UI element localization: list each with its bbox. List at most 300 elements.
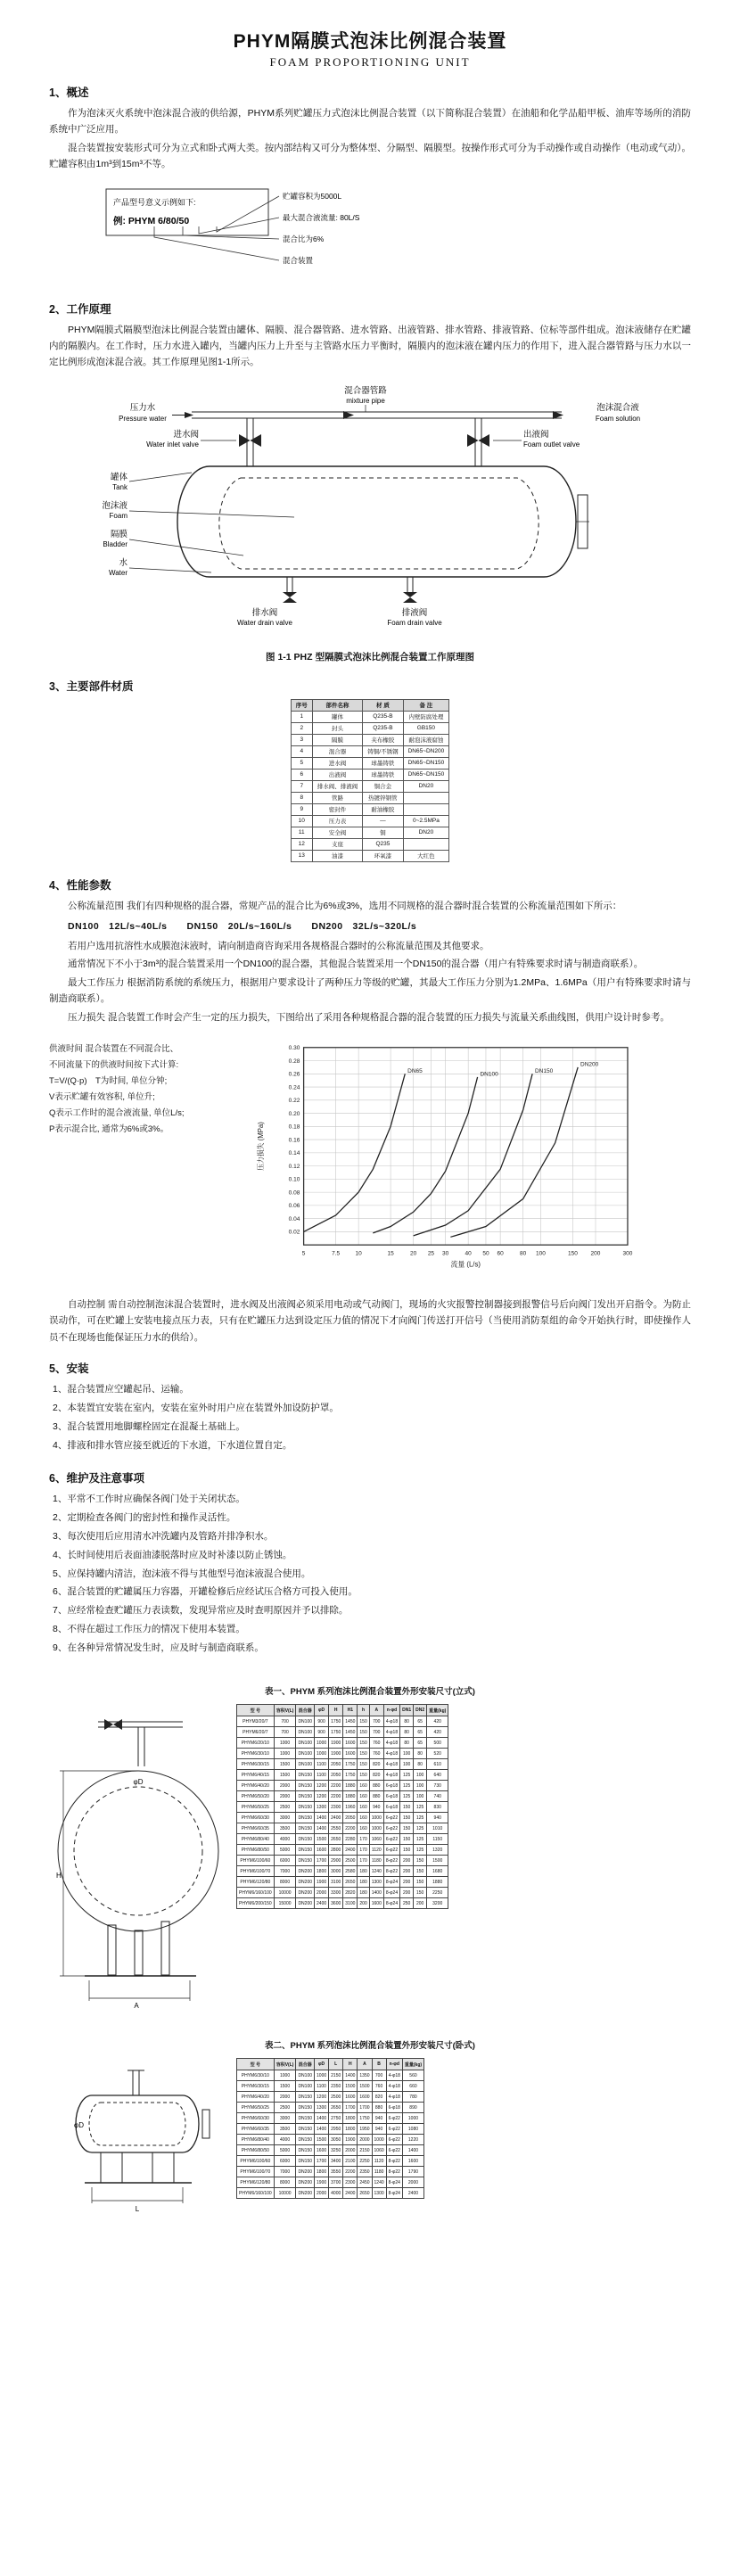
y-tick-label: 0.06 — [288, 1203, 300, 1210]
table-row — [291, 827, 448, 838]
table-cell: 200 — [358, 1898, 369, 1909]
table-cell: 180 — [358, 1866, 369, 1877]
table-cell: 640 — [427, 1770, 448, 1781]
table-cell: 热镀锌钢管 — [363, 792, 403, 803]
table-cell: 160 — [358, 1802, 369, 1813]
auto-control-paragraph: 自动控制 需自动控制泡沫混合装置时，进水阀及出液阀必须采用电动或气动阀门，现场的火灾报警控制器接到报警信号后向阀门发出开启指令。为防止误动作，可在贮罐上安装电接点压力表，只有在贮罐压力达到设定压力值的情况下才向阀门传送打开信号（当使用消防泵组的命令开始执行时，即使操作人员不在现场也能保证压力水的供给）。 — [49, 1298, 691, 1343]
x-tick-label: 40 — [465, 1250, 472, 1257]
column-header: 序号 — [291, 699, 312, 711]
pressure-loss-section — [49, 1034, 691, 1293]
table-cell: PHYM6/120/80 — [237, 1877, 275, 1888]
table-cell: 160 — [358, 1791, 369, 1802]
y-tick-label: 0.04 — [288, 1215, 300, 1222]
x-tick-label: 10 — [355, 1250, 362, 1257]
flow-arrow-icon — [185, 412, 193, 418]
column-header: 混合器 — [296, 2059, 315, 2070]
table-cell: 4000 — [329, 2188, 343, 2199]
supply-time-line: V表示贮罐有效容积, 单位升; — [49, 1092, 155, 1103]
table-row — [237, 2177, 424, 2188]
table-cell: 880 — [369, 1781, 383, 1791]
performance-paragraph: 最大工作压力 根据消防系统的系统压力，根据用户要求设计了两种压力等级的贮罐，其最大工作压力分别为1.2MPa、1.6MPa（用户有特殊要求时请与制造商联系）。 — [49, 976, 691, 1005]
table-cell: 出液阀 — [312, 769, 363, 780]
table-cell: 2750 — [329, 2113, 343, 2124]
table-cell: DN200 — [296, 1898, 315, 1909]
label-water-drain-cn: 排水阀 — [251, 607, 278, 618]
table-cell: 2500 — [343, 1856, 358, 1866]
table-cell: 100 — [400, 1759, 414, 1770]
label-bladder-en: Bladder — [103, 539, 127, 548]
model-callout-volume: 贮罐容积为5000L — [283, 191, 342, 201]
table-cell: 1320 — [427, 1845, 448, 1856]
maintenance-step: 3、每次使用后应用清水冲洗罐内及管路并排净积水。 — [53, 1530, 274, 1542]
y-tick-label: 0.30 — [288, 1044, 300, 1051]
table-row — [237, 2167, 424, 2177]
table-cell: 4-φ18 — [383, 1770, 399, 1781]
table-cell: DN100 — [296, 2070, 315, 2081]
table-cell: 1900 — [329, 1749, 343, 1759]
table-cell: 2000 — [274, 1781, 296, 1791]
column-header: 型 号 — [237, 2059, 275, 2070]
table-cell: 180 — [358, 1888, 369, 1898]
table-cell: 6-φ22 — [383, 1845, 399, 1856]
table-cell: 150 — [358, 1759, 369, 1770]
table-cell: 160 — [358, 1781, 369, 1791]
table-cell: 1900 — [315, 1877, 329, 1888]
table-cell: PHYM6/100/60 — [237, 1856, 275, 1866]
table-cell: 150 — [400, 1834, 414, 1845]
table-cell: 150 — [400, 1845, 414, 1856]
table-cell: DN150 — [296, 1770, 315, 1781]
column-header: 容积V(L) — [274, 2059, 296, 2070]
y-tick-label: 0.20 — [288, 1110, 300, 1117]
table-cell: DN150 — [296, 2156, 315, 2167]
table-cell: PHYM6/40/15 — [237, 1770, 275, 1781]
table-cell: 1880 — [343, 1781, 358, 1791]
table-cell: 2200 — [329, 1791, 343, 1802]
table-cell: PHYM6/120/80 — [237, 2177, 275, 2188]
table-row — [237, 1866, 448, 1877]
label-foam-solution-cn: 泡沫混合液 — [596, 402, 639, 413]
table-cell: 1700 — [315, 2156, 329, 2167]
table-cell: 160 — [358, 1823, 369, 1834]
maintenance-step: 9、在各种异常情况发生时，应及时与制造商联系。 — [53, 1642, 264, 1654]
table-row — [237, 1834, 448, 1845]
table-cell: 900 — [315, 1716, 329, 1727]
table-row — [237, 1781, 448, 1791]
bladder-membrane — [219, 478, 539, 569]
table-cell: PHYM6/100/60 — [237, 2156, 275, 2167]
table-row — [291, 792, 448, 803]
table-cell: 1960 — [343, 1802, 358, 1813]
table-cell: 2820 — [343, 1888, 358, 1898]
table-cell: 170 — [358, 1845, 369, 1856]
x-axis-label: 流量 (L/s) — [450, 1260, 481, 1269]
table-cell: 500 — [427, 1738, 448, 1749]
table-cell: 2650 — [329, 2103, 343, 2113]
table-cell: 1950 — [358, 2124, 372, 2135]
table-cell: 820 — [372, 2092, 386, 2103]
table-cell: PHYM6/60/35 — [237, 2124, 275, 2135]
performance-paragraph-1: 公称流量范围 我们有四种规格的混合器，常规产品的混合比为6%或3%，选用不同规格的混合器时混合装置的公称流量范围如下所示： — [68, 900, 622, 911]
table-cell: 2280 — [343, 1834, 358, 1845]
table-cell: DN200 — [296, 1866, 315, 1877]
table-row — [291, 711, 448, 722]
table-cell: 1700 — [343, 2103, 358, 2113]
vertical-tank-drawing — [49, 1704, 227, 2012]
table-cell: 700 — [372, 2070, 386, 2081]
table-cell: 250 — [400, 1898, 414, 1909]
table-cell: 2550 — [329, 1823, 343, 1834]
table-cell: 1100 — [315, 2081, 329, 2092]
table-cell: 830 — [427, 1802, 448, 1813]
table-cell: 1600 — [358, 2092, 372, 2103]
supply-time-line: 供液时间 混合装置在不同混合比、 — [49, 1043, 179, 1054]
table-cell: 1000 — [402, 2113, 423, 2124]
table-cell: 80 — [400, 1738, 414, 1749]
table-cell: PHYM6/40/20 — [237, 2092, 275, 2103]
table-cell: 密封件 — [312, 803, 363, 815]
table-cell: 3500 — [274, 2124, 296, 2135]
table-cell: 80 — [414, 1749, 427, 1759]
column-header: φD — [315, 2059, 329, 2070]
table-cell: 1300 — [315, 2103, 329, 2113]
label-outlet-valve-en: Foam outlet valve — [523, 440, 580, 449]
column-header: H1 — [343, 1705, 358, 1716]
table-cell: 1060 — [372, 2145, 386, 2156]
y-tick-label: 0.24 — [288, 1084, 300, 1091]
column-header: 部件名称 — [312, 699, 363, 711]
table-row — [291, 722, 448, 734]
performance-paragraphs — [49, 938, 691, 1025]
label-inlet-valve-en: Water inlet valve — [146, 440, 199, 449]
table-cell: 2300 — [343, 2177, 358, 2188]
principle-paragraph: PHYM隔膜式隔膜型泡沫比例混合装置由罐体、隔膜、混合器管路、进水管路、出液管路、排水管路、排液管路、位标等部件组成。泡沫液储存在贮罐内的隔膜内。在工作时，压力水进入罐内，当罐内压力上升至与主管路水压力平衡时，隔膜内的泡沫液在罐内压力的作用下，进入混合器管路与压力水以一定比例形成泡沫混合液。其工作原理见图1-1所示。 — [49, 324, 691, 368]
table-cell: DN100 — [296, 1749, 315, 1759]
table-cell: 730 — [427, 1781, 448, 1791]
table-cell: 1220 — [402, 2135, 423, 2145]
y-tick-label: 0.08 — [288, 1189, 300, 1197]
table-cell: 1120 — [369, 1845, 383, 1856]
table-cell: 700 — [274, 1727, 296, 1738]
table-cell: 420 — [427, 1727, 448, 1738]
table-cell: 6-φ22 — [386, 2124, 402, 2135]
table-row — [237, 1759, 448, 1770]
table-cell: 8 — [291, 792, 312, 803]
table-cell: PHYM6/40/20 — [237, 1781, 275, 1791]
table-cell: 10000 — [274, 1888, 296, 1898]
table-row — [291, 757, 448, 769]
table-cell: 8-φ24 — [383, 1877, 399, 1888]
table-cell: 1790 — [402, 2167, 423, 2177]
table-cell: 560 — [402, 2070, 423, 2081]
table-cell: 3000 — [274, 2113, 296, 2124]
table-cell: PHYM6/160/100 — [237, 1888, 275, 1898]
table-cell: 8-φ24 — [386, 2177, 402, 2188]
column-header: n-φd — [383, 1705, 399, 1716]
table-cell: 125 — [414, 1813, 427, 1823]
table-cell: 2250 — [427, 1888, 448, 1898]
table-cell: 200 — [400, 1856, 414, 1866]
table-cell: 6-φ18 — [383, 1791, 399, 1802]
page-title: PHYM隔膜式泡沫比例混合装置 — [233, 31, 507, 52]
table-cell: 隔膜 — [312, 734, 363, 745]
table-row — [237, 2156, 424, 2167]
table-cell: 5000 — [274, 2145, 296, 2156]
table-cell: 1600 — [315, 2145, 329, 2156]
table-cell: 3100 — [329, 1877, 343, 1888]
table-cell: 铜合金 — [363, 780, 403, 792]
table-cell: 900 — [315, 1727, 329, 1738]
table-cell: 2950 — [329, 2124, 343, 2135]
table-cell: 11 — [291, 827, 312, 838]
table-row — [237, 1877, 448, 1888]
label-mixture-pipe-cn: 混合器管路 — [344, 385, 387, 396]
table-cell: DN65~DN200 — [403, 745, 449, 757]
table-cell: 150 — [358, 1716, 369, 1727]
table-cell: 1060 — [369, 1834, 383, 1845]
table-cell: 100 — [400, 1749, 414, 1759]
model-designation-diagram — [103, 182, 691, 286]
table-cell: 2050 — [329, 1770, 343, 1781]
table-cell: 1000 — [274, 2070, 296, 2081]
column-header: h — [358, 1705, 369, 1716]
table-cell: 4-φ18 — [383, 1727, 399, 1738]
table-cell: PHYM6/80/40 — [237, 2135, 275, 2145]
table-cell: PHYM6/30/15 — [237, 2081, 275, 2092]
section-heading-performance: 4、性能参数 — [49, 878, 111, 892]
supply-time-line: 不同流量下的供液时间按下式计算: — [49, 1059, 179, 1070]
page-subtitle: FOAM PROPORTIONING UNIT — [269, 55, 471, 69]
model-callout-ratio: 混合比为6% — [283, 234, 325, 243]
table-cell: 2100 — [343, 2156, 358, 2167]
table-cell: 罐体 — [312, 711, 363, 722]
table-cell: 1500 — [343, 2081, 358, 2092]
table-cell: 6-φ22 — [383, 1834, 399, 1845]
column-header: H — [343, 2059, 358, 2070]
y-tick-label: 0.10 — [288, 1176, 300, 1183]
table-cell: DN100 — [296, 1738, 315, 1749]
table-cell: 1750 — [343, 1759, 358, 1770]
table-cell: 1080 — [402, 2124, 423, 2135]
table-cell: 耐泡沫液腐蚀 — [403, 734, 449, 745]
column-header: H — [329, 1705, 343, 1716]
table-cell: 150 — [358, 1770, 369, 1781]
table-cell: 1600 — [369, 1898, 383, 1909]
table-cell: 2400 — [402, 2188, 423, 2199]
table-cell: 1500 — [315, 1834, 329, 1845]
dimension-lines — [92, 2187, 183, 2203]
pressure-loss-chart — [251, 1034, 643, 1288]
table-cell: 球墨铸铁 — [363, 769, 403, 780]
label-water-en: Water — [108, 568, 127, 577]
table-cell: 8-φ24 — [383, 1888, 399, 1898]
table-cell: 1600 — [402, 2156, 423, 2167]
x-tick-label: 25 — [427, 1250, 435, 1257]
x-tick-label: 300 — [622, 1250, 633, 1257]
table-cell: 1240 — [369, 1866, 383, 1877]
table-row — [291, 734, 448, 745]
table-cell: 4000 — [274, 2135, 296, 2145]
y-axis-label: 压力损失 (MPa) — [257, 1122, 266, 1171]
table-cell: 2500 — [329, 2092, 343, 2103]
leader-line — [129, 568, 211, 572]
table-cell: 1000 — [274, 1749, 296, 1759]
table-cell: 740 — [427, 1791, 448, 1802]
table-row — [237, 2135, 424, 2145]
table1-caption: 表一、PHYM 系列泡沫比例混合装置外形安装尺寸(立式) — [265, 1687, 475, 1698]
table-cell: 3200 — [427, 1898, 448, 1909]
table-cell: 12 — [291, 838, 312, 850]
table-cell: 1000 — [274, 1738, 296, 1749]
plot-border — [304, 1048, 628, 1245]
table-cell: 2150 — [329, 2070, 343, 2081]
column-header: 混合器 — [296, 1705, 315, 1716]
table-cell: 80 — [400, 1727, 414, 1738]
table-cell: PHYM6/60/30 — [237, 1813, 275, 1823]
table-row — [291, 803, 448, 815]
label-foam-drain-cn: 排液阀 — [401, 607, 428, 618]
table-cell: 2000 — [343, 2145, 358, 2156]
table-cell: 8-φ22 — [386, 2156, 402, 2167]
table-row — [237, 2070, 424, 2081]
table-cell: 2000 — [358, 2135, 372, 2145]
tank-diagram-svg — [58, 382, 682, 640]
table-cell: 1900 — [329, 1738, 343, 1749]
table-cell: 1000 — [372, 2135, 386, 2145]
table-cell: 520 — [427, 1749, 448, 1759]
table-cell: DN200 — [296, 2167, 315, 2177]
section-heading-install: 5、安装 — [49, 1362, 89, 1375]
table-cell: 660 — [402, 2081, 423, 2092]
label-pressure-water-en: Pressure water — [119, 414, 167, 423]
table-cell: 10 — [291, 815, 312, 827]
table-cell: 3600 — [329, 1898, 343, 1909]
table-cell: 8-φ22 — [383, 1866, 399, 1877]
table-cell: DN100 — [296, 1727, 315, 1738]
table-cell: GB150 — [403, 722, 449, 734]
column-header: 重量(kg) — [427, 1705, 448, 1716]
table-cell: 200 — [400, 1888, 414, 1898]
model-callout-svg — [103, 182, 495, 282]
y-tick-label: 0.26 — [288, 1071, 300, 1078]
table-row — [237, 1823, 448, 1834]
table-cell: PHYM6/160/100 — [237, 2188, 275, 2199]
table-cell: 1200 — [315, 1781, 329, 1791]
table-row — [237, 2092, 424, 2103]
x-tick-label: 200 — [590, 1250, 601, 1257]
table-cell: DN150 — [296, 1856, 315, 1866]
x-tick-label: 15 — [387, 1250, 394, 1257]
table-cell: 760 — [369, 1749, 383, 1759]
table-cell: 1300 — [369, 1877, 383, 1888]
table-row — [237, 1898, 448, 1909]
supply-time-line: P表示混合比, 通常为6%或3%。 — [49, 1124, 169, 1135]
maintenance-list — [49, 1491, 691, 1658]
table-cell: 6000 — [274, 2156, 296, 2167]
table-cell: 2000 — [402, 2177, 423, 2188]
x-tick-label: 60 — [497, 1250, 504, 1257]
table-cell: 1400 — [315, 1823, 329, 1834]
x-tick-label: 7.5 — [332, 1250, 341, 1257]
table-cell: 820 — [369, 1759, 383, 1770]
table-cell: DN20 — [403, 827, 449, 838]
table-cell: 3500 — [274, 1823, 296, 1834]
maintenance-step: 2、定期检查各阀门的密封性和操作灵活性。 — [53, 1511, 236, 1523]
table-cell: DN150 — [296, 1834, 315, 1845]
table-cell: 1680 — [427, 1866, 448, 1877]
table-cell: 1800 — [315, 2167, 329, 2177]
table-cell: 150 — [414, 1866, 427, 1877]
label-pressure-water-cn: 压力水 — [129, 402, 156, 413]
table-cell: 2400 — [315, 1898, 329, 1909]
table-cell: 125 — [414, 1802, 427, 1813]
table-cell: 3100 — [343, 1898, 358, 1909]
table-cell: 4-φ18 — [386, 2092, 402, 2103]
table-cell: 880 — [369, 1791, 383, 1802]
y-tick-label: 0.16 — [288, 1137, 300, 1144]
series-label: DN100 — [480, 1071, 498, 1078]
table-cell: 1880 — [427, 1877, 448, 1888]
section-heading-overview: 1、概述 — [49, 86, 89, 99]
table-cell: 3000 — [274, 1813, 296, 1823]
table-cell: 125 — [414, 1834, 427, 1845]
table-cell: 65 — [414, 1727, 427, 1738]
table-cell: 2050 — [329, 1759, 343, 1770]
table-cell: 1400 — [315, 2124, 329, 2135]
column-header: 备 注 — [403, 699, 449, 711]
table-cell: 安全阀 — [312, 827, 363, 838]
table-cell: 10000 — [274, 2188, 296, 2199]
table-cell: 1100 — [315, 1759, 329, 1770]
table-cell: 1750 — [329, 1716, 343, 1727]
table-cell: 2450 — [358, 2177, 372, 2188]
table-cell: 1010 — [427, 1823, 448, 1834]
horizontal-dimensions-table — [236, 2058, 424, 2199]
table-cell: 1 — [291, 711, 312, 722]
table-cell: DN20 — [403, 780, 449, 792]
column-header: 重量(kg) — [402, 2059, 423, 2070]
leader-line — [129, 511, 294, 517]
maintenance-step: 5、应保持罐内清洁，泡沫液不得与其他型号泡沫液混合使用。 — [53, 1568, 311, 1579]
table-cell: 内壁防腐处理 — [403, 711, 449, 722]
table2-block — [49, 2058, 691, 2218]
table-cell: PHYM6/80/50 — [237, 1845, 275, 1856]
table-cell: 1400 — [315, 1813, 329, 1823]
table-cell: DN100 — [296, 2081, 315, 2092]
table-cell: 170 — [358, 1856, 369, 1866]
table-cell: 4-φ18 — [383, 1738, 399, 1749]
table-cell: 2400 — [329, 1813, 343, 1823]
table-cell: PHYM6/80/40 — [237, 1834, 275, 1845]
table-cell: 890 — [402, 2103, 423, 2113]
supply-time-line: Q表示工作时的混合液流量, 单位L/s; — [49, 1108, 185, 1119]
outlet-pipe — [475, 418, 481, 466]
table-cell: 3550 — [329, 2167, 343, 2177]
table-row — [237, 2188, 424, 2199]
table-cell: 6-φ22 — [386, 2145, 402, 2156]
column-header: 材 质 — [363, 699, 403, 711]
y-tick-label: 0.18 — [288, 1123, 300, 1131]
table-cell: 2400 — [343, 1845, 358, 1856]
table-cell: 760 — [369, 1738, 383, 1749]
table-cell: 6000 — [274, 1856, 296, 1866]
table-row — [291, 745, 448, 757]
column-header: DN1 — [400, 1705, 414, 1716]
table-cell: 180 — [358, 1877, 369, 1888]
table-cell: 1350 — [358, 2070, 372, 2081]
table-cell: PHYM3/20/7 — [237, 1716, 275, 1727]
model-callout-flow: 最大混合液流量: 80L/S — [283, 212, 360, 222]
